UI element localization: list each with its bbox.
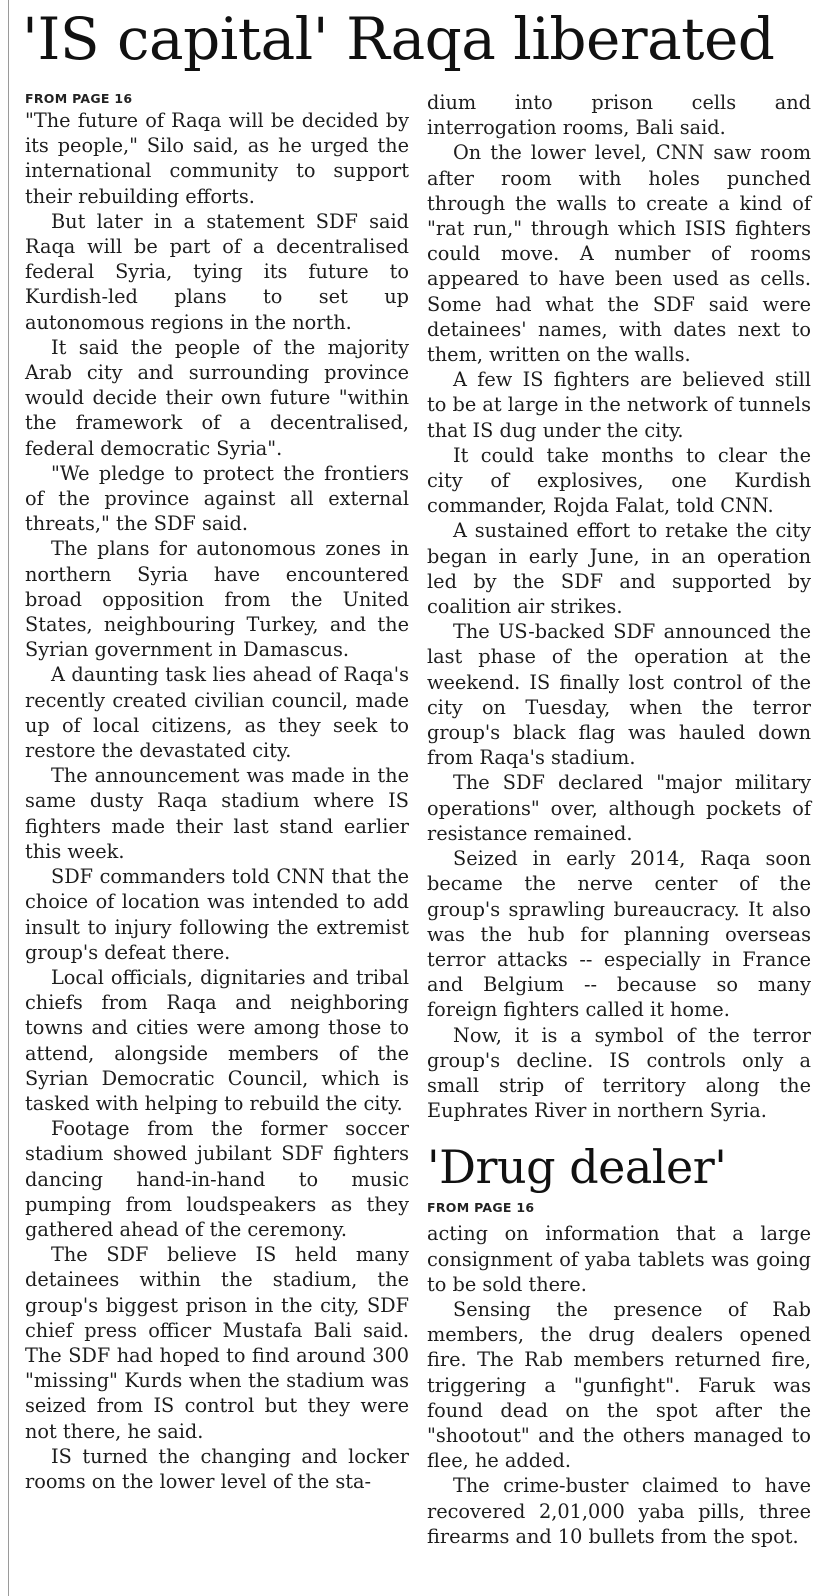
story1-paragraph: Seized in early 2014, Raqa soon became the nerve center of the group's sprawling bureaucracy. It also was the hub for planning overseas terror attacks -- especially in France and Belgium -- because so many foreign fighters called it home.	[427, 847, 811, 1022]
story1-paragraph: Now, it is a symbol of the terror group's decline. IS controls only a small strip of territory along the Euphrates River in northern Syria.	[427, 1023, 811, 1123]
story1-paragraph: A few IS fighters are believed still to be at large in the network of tunnels that IS dug under the city.	[427, 368, 811, 442]
story1-paragraph: Footage from the former soccer stadium showed jubilant SDF fighters dancing hand-in-hand to music pumping from loudspeakers as they gathered ahead of the ceremony.	[25, 1117, 409, 1241]
story2-kicker: FROM PAGE 16	[427, 1200, 535, 1216]
story1-column-1	[25, 91, 409, 1494]
story1-paragraph: The SDF declared "major military operations" over, although pockets of resistance remained.	[427, 771, 811, 845]
story1-kicker: FROM PAGE 16	[25, 91, 133, 106]
story1-paragraph: Local officials, dignitaries and tribal chiefs from Raqa and neighboring towns and cities were among those to attend, alongside members of the Syrian Democratic Council, which is tasked with helping to rebuild the city.	[25, 965, 409, 1115]
story2-paragraph: acting on information that a large consignment of yaba tablets was going to be sold there.	[427, 1222, 811, 1296]
column-rule	[8, 0, 9, 1596]
story1-paragraph: The US-backed SDF announced the last phase of the operation at the weekend. IS finally lost control of the city on Tuesday, when the terror group's black flag was hauled down from Raqa's stadium.	[427, 620, 811, 770]
story1-paragraph: The plans for autonomous zones in northern Syria have encountered broad opposition from the United States, neighbouring Turkey, and the Syrian government in Damascus.	[25, 537, 409, 662]
story1-paragraph: A sustained effort to retake the city began in early June, in an operation led by the SDF and supported by coalition air strikes.	[427, 519, 811, 619]
story2-paragraph: The crime-buster claimed to have recovered 2,01,000 yaba pills, three firearms and 10 bullets from the spot.	[427, 1474, 811, 1548]
story1-paragraph: "The future of Raqa will be decided by its people," Silo said, as he urged the international community to support their rebuilding efforts.	[25, 109, 409, 208]
story1-paragraph: The announcement was made in the same dusty Raqa stadium where IS fighters made their last stand earlier this week.	[25, 764, 409, 863]
story1-paragraph: SDF commanders told CNN that the choice of location was intended to add insult to injury following the extremist group's defeat there.	[25, 865, 409, 964]
story1-paragraph: It said the people of the majority Arab city and surrounding province would decide their own future "within the framework of a decentralised, federal democratic Syria".	[25, 335, 409, 460]
story1-paragraph: IS turned the changing and locker rooms on the lower level of the sta-	[25, 1444, 409, 1493]
main-headline: 'IS capital' Raqa liberated	[22, 5, 775, 73]
story1-paragraph: A daunting task lies ahead of Raqa's recently created civilian council, made up of local citizens, as they seek to restore the devastated city.	[25, 663, 409, 763]
story2-paragraph: Sensing the presence of Rab members, the drug dealers opened fire. The Rab members returned fire, triggering a "gunfight". Faruk was found dead on the spot after the "shootout" and the others managed to flee, he added.	[427, 1297, 811, 1473]
story1-paragraph: "We pledge to protect the frontiers of the province against all external threats," the SDF said.	[25, 461, 409, 536]
story1-paragraph: dium into prison cells and interrogation rooms, Bali said.	[427, 91, 811, 140]
story1-paragraph: But later in a statement SDF said Raqa will be part of a decentralised federal Syria, tying its future to Kurdish-led plans to set up autonomous regions in the north.	[25, 209, 409, 334]
story2-headline: 'Drug dealer'	[427, 1140, 727, 1195]
story1-paragraph: On the lower level, CNN saw room after room with holes punched through the walls to create a kind of "rat run," through which ISIS fighters could move. A number of rooms appeared to have been used as cells. Some had what the SDF said were detainees' names, with dates next to them, written on the walls.	[427, 141, 811, 367]
story1-column-2	[427, 90, 811, 1549]
story1-paragraph: The SDF believe IS held many detainees within the stadium, the group's biggest prison in the city, SDF chief press officer Mustafa Bali said. The SDF had hoped to find around 300 "missing" Kurds when the stadium was seized from IS control but they were not there, he said.	[25, 1243, 409, 1443]
story1-paragraph: It could take months to clear the city of explosives, one Kurdish commander, Rojda Falat, told CNN.	[427, 443, 811, 518]
